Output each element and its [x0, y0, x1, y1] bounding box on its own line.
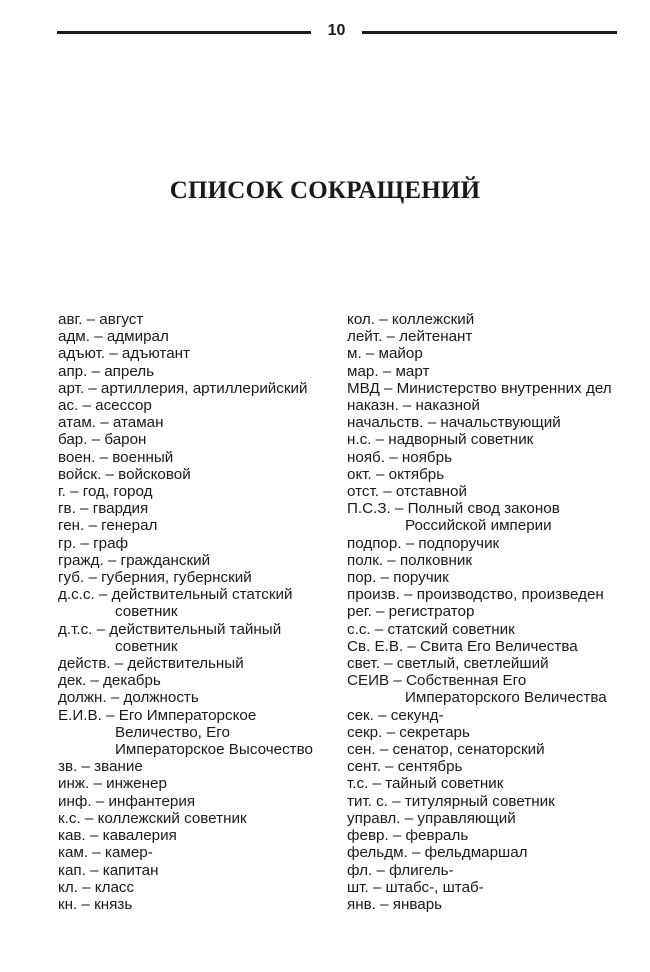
abbreviation-entry: гражд. – гражданский: [58, 551, 211, 569]
abbreviation-entry: арт. – артиллерия, артиллерийский: [58, 379, 308, 397]
abbreviation-entry: сек. – секунд-: [347, 706, 444, 724]
abbreviation-entry: начальств. – начальствующий: [347, 414, 561, 432]
abbreviation-entry: окт. – октябрь: [347, 465, 445, 483]
abbreviation-entry: ген. – генерал: [58, 517, 158, 535]
abbreviation-entry: действ. – действительный: [58, 655, 244, 673]
header-rule-right: [362, 31, 617, 34]
abbreviation-entry: сен. – сенатор, сенаторский: [347, 741, 545, 759]
abbreviations-right-column: [347, 311, 627, 913]
abbreviation-entry: к.с. – коллежский советник: [58, 809, 247, 827]
abbreviation-entry: гв. – гвардия: [58, 500, 149, 518]
abbreviation-entry: кап. – капитан: [58, 861, 159, 879]
abbreviation-entry: тит. с. – титулярный советник: [347, 792, 555, 810]
abbreviation-entry: нояб. – ноябрь: [347, 448, 452, 466]
abbreviation-entry: с.с. – статский советник: [347, 620, 515, 638]
abbreviation-entry: адъют. – адъютант: [58, 345, 190, 363]
abbreviation-entry: войск. – войсковой: [58, 465, 191, 483]
abbreviation-entry: бар. – барон: [58, 431, 147, 449]
abbreviation-entry: свет. – светлый, светлейший: [347, 655, 549, 673]
abbreviation-entry: кол. – коллежский: [347, 311, 475, 328]
abbreviation-entry: Е.И.В. – Его Императорское Величество, Его Императорское Высочество: [58, 706, 313, 759]
abbreviation-entry: управл. – управляющий: [347, 809, 516, 827]
abbreviation-entry: ас. – асессор: [58, 397, 152, 415]
abbreviation-entry: адм. – адмирал: [58, 328, 169, 346]
abbreviation-entry: инф. – инфантерия: [58, 792, 196, 810]
abbreviation-entry: П.С.З. – Полный свод законов Российской империи: [347, 500, 560, 535]
abbreviation-entry: кн. – князь: [58, 895, 133, 913]
abbreviation-entry: м. – майор: [347, 345, 423, 363]
abbreviation-entry: полк. – полковник: [347, 551, 472, 569]
abbreviation-entry: кав. – кавалерия: [58, 827, 177, 845]
abbreviation-entry: воен. – военный: [58, 448, 174, 466]
abbreviation-entry: произв. – производство, произведен: [347, 586, 604, 604]
abbreviation-entry: должн. – должность: [58, 689, 199, 707]
abbreviation-entry: г. – год, город: [58, 483, 153, 501]
abbreviation-entry: СЕИВ – Собственная Его Императорского Величества: [347, 672, 607, 707]
abbreviation-entry: мар. – март: [347, 362, 430, 380]
abbreviation-entry: апр. – апрель: [58, 362, 155, 380]
abbreviation-entry: гр. – граф: [58, 534, 129, 552]
abbreviation-entry: инж. – инженер: [58, 775, 167, 793]
abbreviation-entry: н.с. – надворный советник: [347, 431, 534, 449]
abbreviation-entry: атам. – атаман: [58, 414, 164, 432]
abbreviation-entry: отст. – отставной: [347, 483, 467, 501]
page-title: СПИСОК СОКРАЩЕНИЙ: [169, 177, 481, 204]
abbreviation-entry: кам. – камер-: [58, 844, 153, 862]
abbreviation-entry: лейт. – лейтенант: [347, 328, 473, 346]
header-rule-left: [57, 31, 311, 34]
abbreviation-entry: д.с.с. – действительный статский советник: [58, 586, 293, 621]
abbreviation-entry: губ. – губерния, губернский: [58, 569, 252, 587]
abbreviation-entry: Св. Е.В. – Свита Его Величества: [347, 637, 578, 655]
abbreviation-entry: авг. – август: [58, 311, 144, 328]
abbreviation-entry: д.т.с. – действительный тайный советник: [58, 620, 282, 655]
abbreviation-entry: подпор. – подпоручик: [347, 534, 500, 552]
abbreviation-entry: секр. – секретарь: [347, 723, 470, 741]
abbreviation-entry: зв. – звание: [58, 758, 143, 776]
abbreviation-entry: т.с. – тайный советник: [347, 775, 504, 793]
abbreviation-entry: фл. – флигель-: [347, 861, 454, 879]
abbreviation-entry: фельдм. – фельдмаршал: [347, 844, 528, 862]
abbreviation-entry: янв. – январь: [347, 895, 443, 913]
abbreviation-entry: наказн. – наказной: [347, 397, 480, 415]
abbreviation-entry: дек. – декабрь: [58, 672, 161, 690]
abbreviation-entry: шт. – штабс-, штаб-: [347, 878, 484, 896]
abbreviations-left-column: [58, 311, 343, 913]
page-number: 10: [327, 22, 346, 39]
abbreviation-entry: февр. – февраль: [347, 827, 469, 845]
abbreviation-entry: рег. – регистратор: [347, 603, 475, 621]
abbreviation-entry: МВД – Министерство внутренних дел: [347, 379, 612, 397]
abbreviation-entry: кл. – класс: [58, 878, 135, 896]
abbreviation-entry: пор. – поручик: [347, 569, 449, 587]
abbreviation-entry: сент. – сентябрь: [347, 758, 463, 776]
